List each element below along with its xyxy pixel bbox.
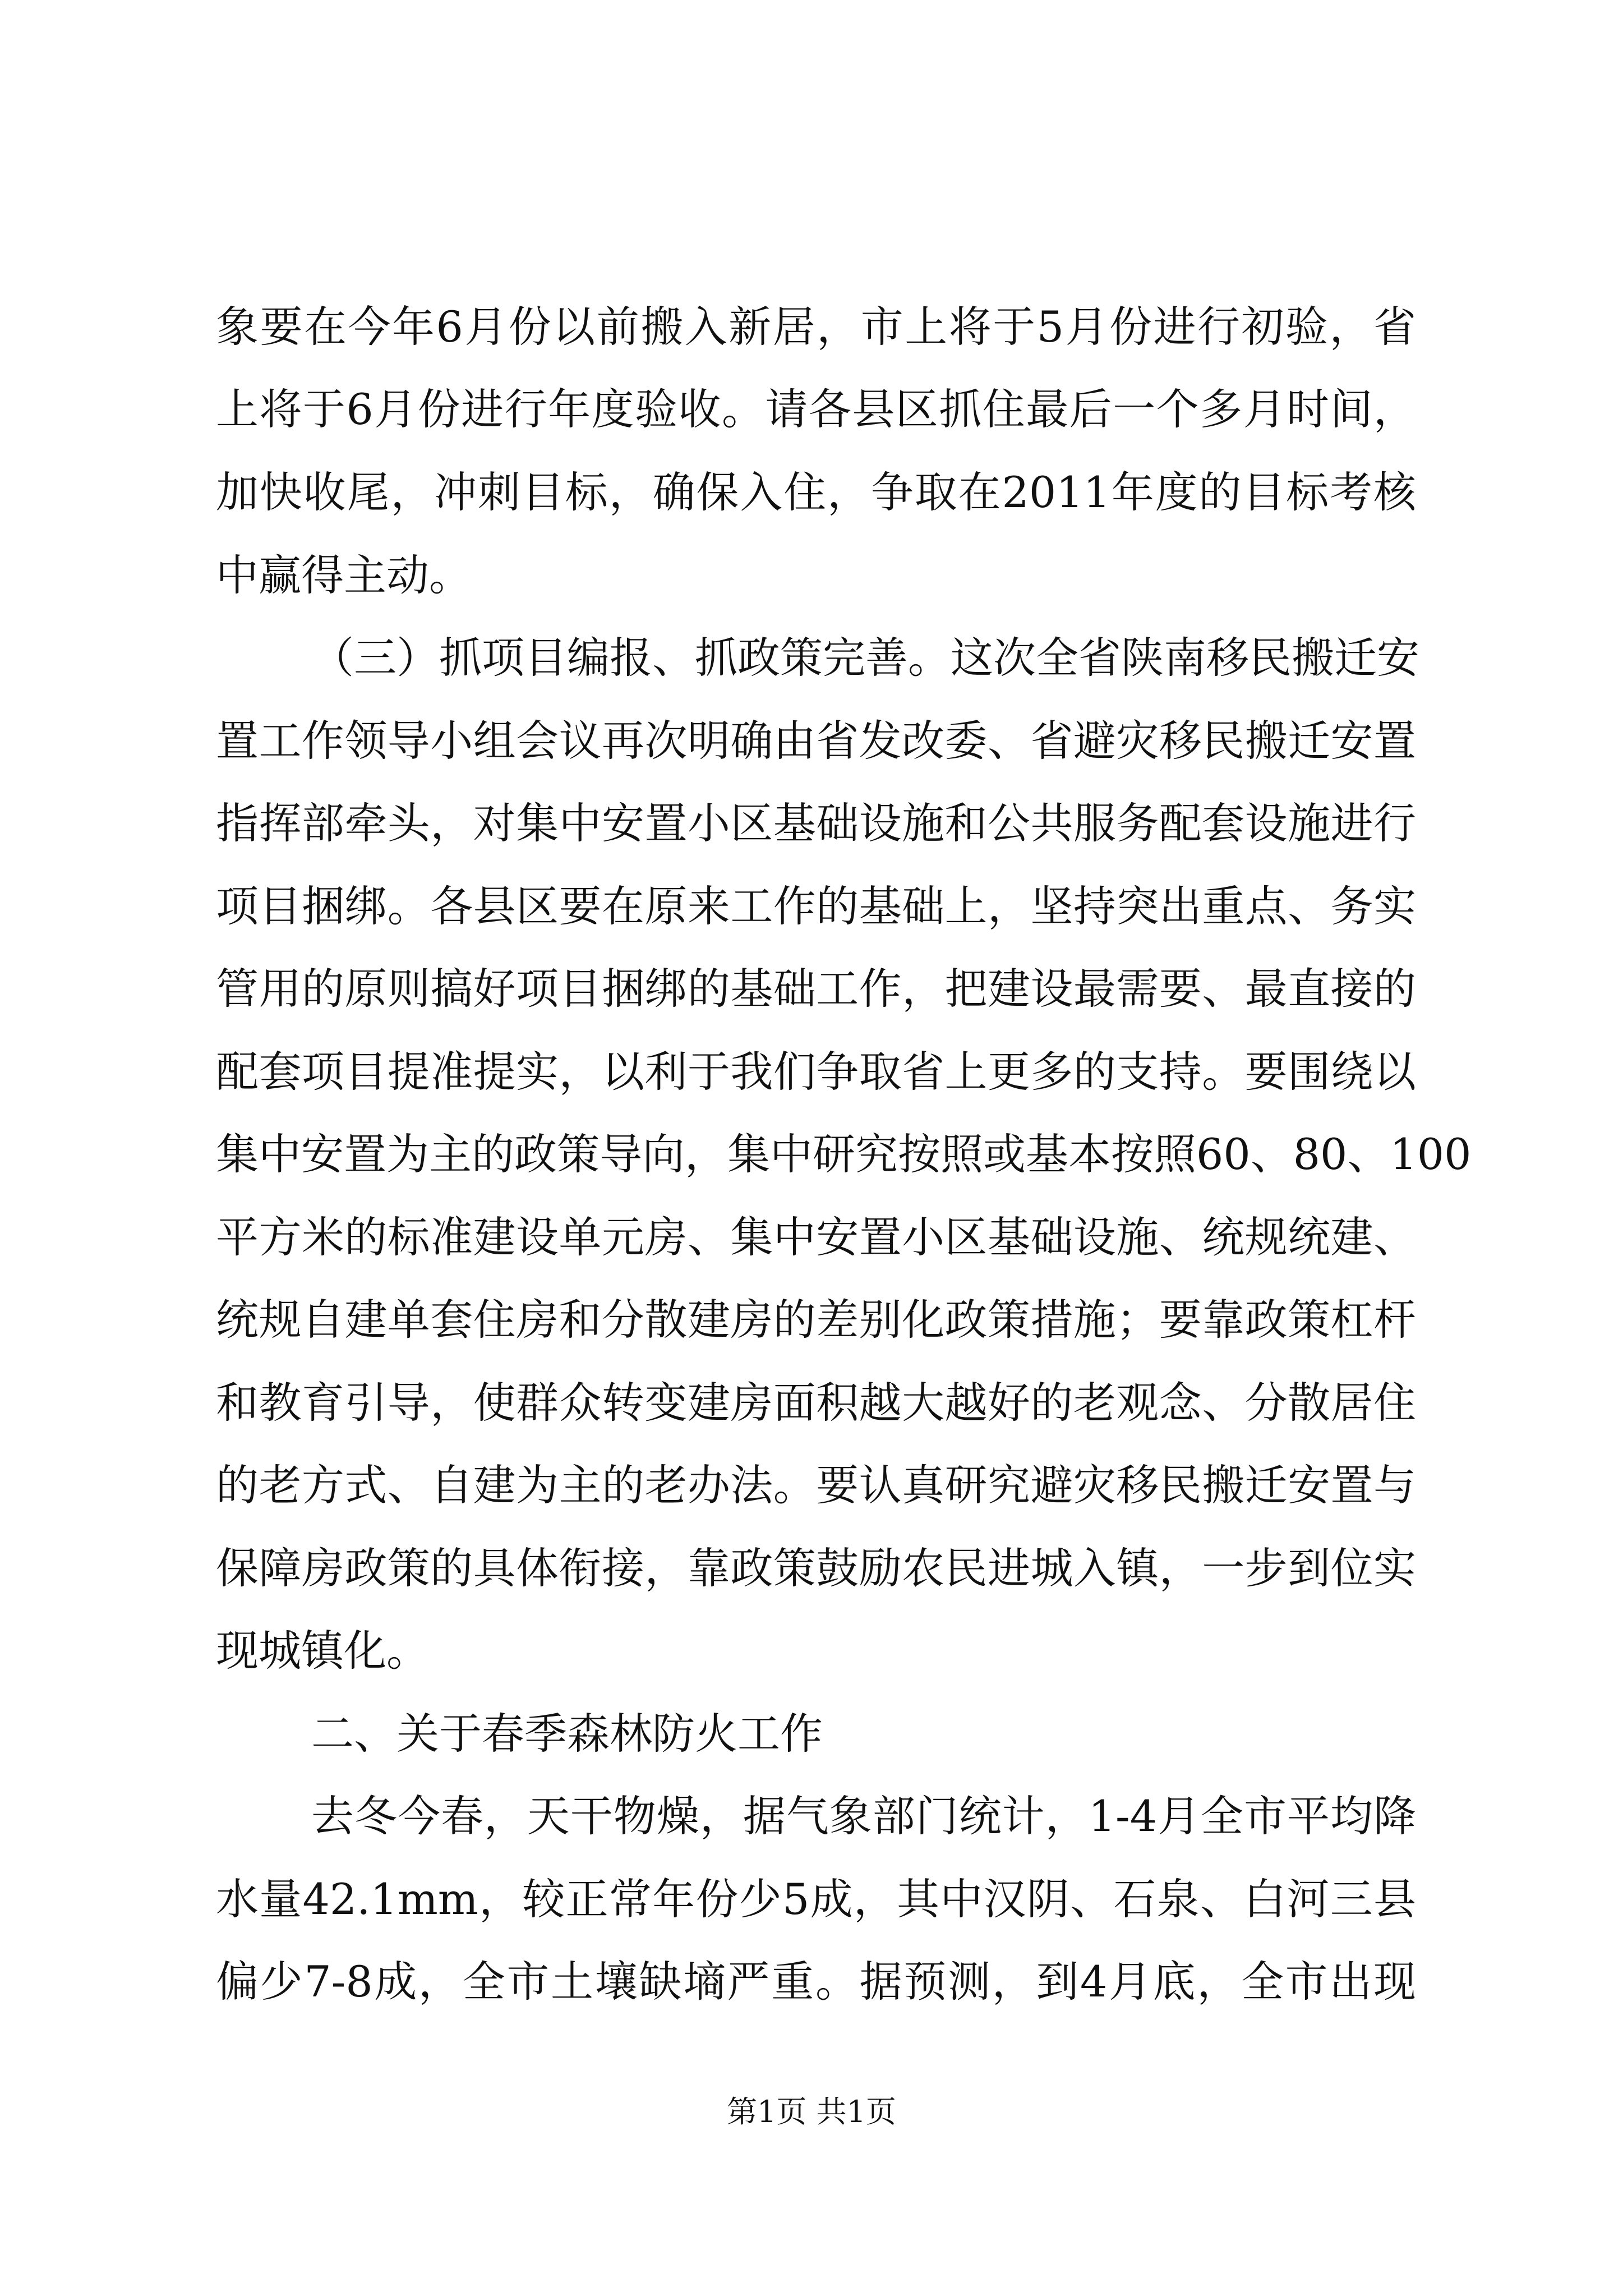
section-heading: 二、关于春季森林防火工作 — [311, 1709, 823, 1759]
paragraph-line: 配套项目提准提实，以利于我们争取省上更多的支持。要围绕以 — [216, 1047, 1416, 1097]
paragraph-line: 偏少7-8成，全市土壤缺墒严重。据预测，到4月底，全市出现 — [216, 1957, 1416, 2007]
paragraph-line: 去冬今春，天干物燥，据气象部门统计，1-4月全市平均降 — [311, 1791, 1416, 1841]
paragraph-line: 统规自建单套住房和分散建房的差别化政策措施；要靠政策杠杆 — [216, 1295, 1416, 1345]
paragraph-line: 上将于6月份进行年度验收。请各县区抓住最后一个多月时间， — [216, 384, 1416, 434]
paragraph-line: 集中安置为主的政策导向，集中研究按照或基本按照60、80、100 — [216, 1129, 1472, 1179]
paragraph-line: 现城镇化。 — [216, 1626, 429, 1676]
paragraph-line: （三）抓项目编报、抓政策完善。这次全省陕南移民搬迁安 — [311, 633, 1419, 683]
paragraph-line: 的老方式、自建为主的老办法。要认真研究避灾移民搬迁安置与 — [216, 1460, 1416, 1510]
paragraph-line: 水量42.1mm，较正常年份少5成，其中汉阴、石泉、白河三县 — [216, 1874, 1416, 1924]
paragraph-line: 指挥部牵头，对集中安置小区基础设施和公共服务配套设施进行 — [216, 798, 1416, 848]
paragraph-line: 置工作领导小组会议再次明确由省发改委、省避灾移民搬迁安置 — [216, 716, 1416, 766]
paragraph-line: 管用的原则搞好项目捆绑的基础工作，把建设最需要、最直接的 — [216, 964, 1416, 1014]
paragraph-line: 和教育引导，使群众转变建房面积越大越好的老观念、分散居住 — [216, 1378, 1416, 1428]
paragraph-line: 保障房政策的具体衔接，靠政策鼓励农民进城入镇，一步到位实 — [216, 1543, 1416, 1593]
paragraph-line: 加快收尾，冲刺目标，确保入住，争取在2011年度的目标考核 — [216, 467, 1416, 517]
paragraph-line: 平方米的标准建设单元房、集中安置小区基础设施、统规统建、 — [216, 1212, 1416, 1262]
paragraph-line: 象要在今年6月份以前搬入新居，市上将于5月份进行初验，省 — [216, 302, 1416, 352]
paragraph-line: 项目捆绑。各县区要在原来工作的基础上，坚持突出重点、务实 — [216, 881, 1416, 931]
paragraph-line: 中赢得主动。 — [216, 550, 472, 600]
page-number-footer: 第1页 共1页 — [727, 2094, 896, 2129]
